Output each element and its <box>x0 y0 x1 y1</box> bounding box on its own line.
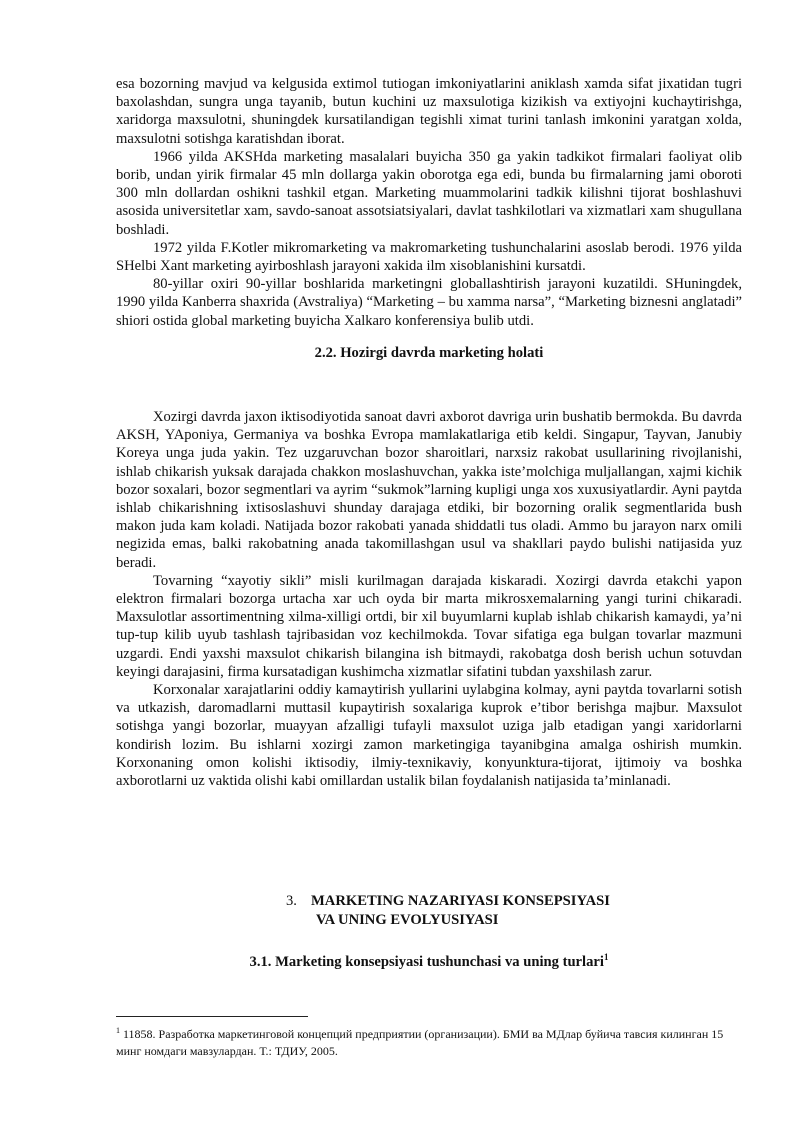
paragraph: Tovarning “xayotiy sikli” misli kurilmagan darajada kiskaradi. Xozirgi davrda etakchi yapon elektron firmalari bozorga urtacha xar uch oyda bir marta mikrosxemalarning yangi turini chikaradi. Maxsulotlar assortimentning xilma-xilligi ortdi, bir xil buyumlarni kuplab ishlab chikarish kamaydi, ya’ni tup-tup kilib uyub tashlash tajribasidan voz kechilmokda. Tovar sifatiga ega bulgan tovarlar mazmuni uzgardi. Endi yaxshi maxsulot chikarish bilangina ish bitmaydi, rakobatga dosh berish uchun sotuvdan keyingi darajasini, firma kursatadigan kushimcha xizmatlar sifatini tubdan yaxshilash zarur. <box>116 572 742 680</box>
chapter-title-line1: MARKETING NAZARIYASI KONSEPSIYASI <box>311 893 610 909</box>
footnote-reference[interactable]: 1 <box>603 952 609 962</box>
chapter-number: 3. <box>286 893 297 909</box>
paragraph: esa bozorning mavjud va kelgusida extimol tutiogan imkoniyatlarini aniklash xamda sifat jixatidan tugri baxolashdan, sungra unga tayanib, butun kuchini uz maxsulotiga kizikish va extiyojni kuchaytirishga, xaridorga maxsulotni, shuningdek kursatilandigan tegishli ximat turini tanlash imkonini yaratgan xolda, maxsulotni sotishga karatishdan iborat. <box>116 76 742 147</box>
intro-text-block <box>116 75 742 330</box>
footnote-separator <box>116 1016 308 1017</box>
paragraph: 80-yillar oxiri 90-yillar boshlarida marketingni globallashtirish jarayoni kuzatildi. SHuningdek, 1990 yilda Kanberra shaxrida (Avstraliya) “Marketing – bu xamma narsa”, “Marketing biznesni anglatadi” shiori ostida global marketing buyicha Xalkaro konferensiya bulib utdi. <box>116 276 742 329</box>
paragraph: Xozirgi davrda jaxon iktisodiyotida sanoat davri axborot davriga urin bushatib bermokda. Bu davrda AKSH, YAponiya, Germaniya va boshka Evropa mamlakatlariga etib keldi. Singapur, Tayvan, Janubiy Koreya unga juda yakin. Tez uzgaruvchan bozor sharoitlari, narxsiz rakobat usullarining rivojlanishi, ishlab chikarish yuksak darajada chakkon moslashuvchan, yakka iste’molchiga muljallangan, xajmi kichik bozor soxalari, bozor segmentlari va ayrim “sukmok”larning kupligi unga xos xuxusiyatlardir. Ayni paytda ishlab chikarishning ixtisoslashuvi shunday darajaga etdiki, bir bozorning oralik segmentlarida bush makon juda kam koladi. Natijada bozor rakobati yanada shiddatli tus oladi. Ammo bu jarayon narx omili negizida emas, balki rakobatning anada takomillashgan usul va shakllari paydo bulishi natijasida yuz beradi. <box>116 409 742 571</box>
chapter-title-line2: VA UNING EVOLYUSIYASI <box>316 911 499 928</box>
chapter-heading <box>286 892 706 929</box>
paragraph: 1972 yilda F.Kotler mikromarketing va makromarketing tushunchalarini asoslab berodi. 1976 yilda SHelbi Xant marketing ayirboshlash jarayoni xakida ilm xisoblanishini kursatdi. <box>116 239 742 275</box>
footnote-text: 11858. Разработка маркетинговой концепций предприятии (организации). БМИ ва МДлар буйича тавсия килинган 15 минг номдаги мавзулардан. Т.: ТДИУ, 2005. <box>116 1027 724 1058</box>
paragraph: 1966 yilda AKSHda marketing masalalari buyicha 350 ga yakin tadkikot firmalari faoliyat olib borib, undan yirik firmalar 45 mln dollarga yakin oborotga ega edi, bunda bu firmalarning jami oboroti 300 mln dollardan oshikni tashkil etgan. Marketing muammolarini tadkik kilishni tijorat boshlashuvi asosida universitetlar xam, savdo-sanoat assotsiatsiyalari, davlat tashkilotlari va xizmatlari xam shugullana boshladi. <box>116 148 742 238</box>
footnote <box>116 1022 742 1060</box>
footnote-marker: 1 <box>116 1026 120 1035</box>
section-title-text: 3.1. Marketing konsepsiyasi tushunchasi va uning turlari <box>249 953 604 970</box>
section-2-2-text-block <box>116 408 742 790</box>
section-heading-2-2: 2.2. Hozirgi davrda marketing holati <box>314 345 544 361</box>
paragraph: Korxonalar xarajatlarini oddiy kamaytirish yullarini uylabgina kolmay, ayni paytda tovarlarni sotish va utkazish, daromadlarni muttasil kupaytirish soxalariga kuprok e’tibor berishga majbur. Maxsulot sotishga yangi bozorlar, muayyan afzalligi tufayli maxsulot uziga jalb etadigan yangi xaridorlarni kondirish lozim. Bu ishlarni xozirgi zamon marketingiga tayanibgina amalga oshirish mumkin. Korxonaning omon kolishi iktisodiy, ilmiy-texnikaviy, konyunktura-tijorat, ijtimoiy va boshka axborotlarni uz vaktida olishi kabi omillardan ustalik bilan foydalanish natijasida ta’minlanadi. <box>116 682 742 790</box>
section-heading-3-1 <box>116 948 742 971</box>
